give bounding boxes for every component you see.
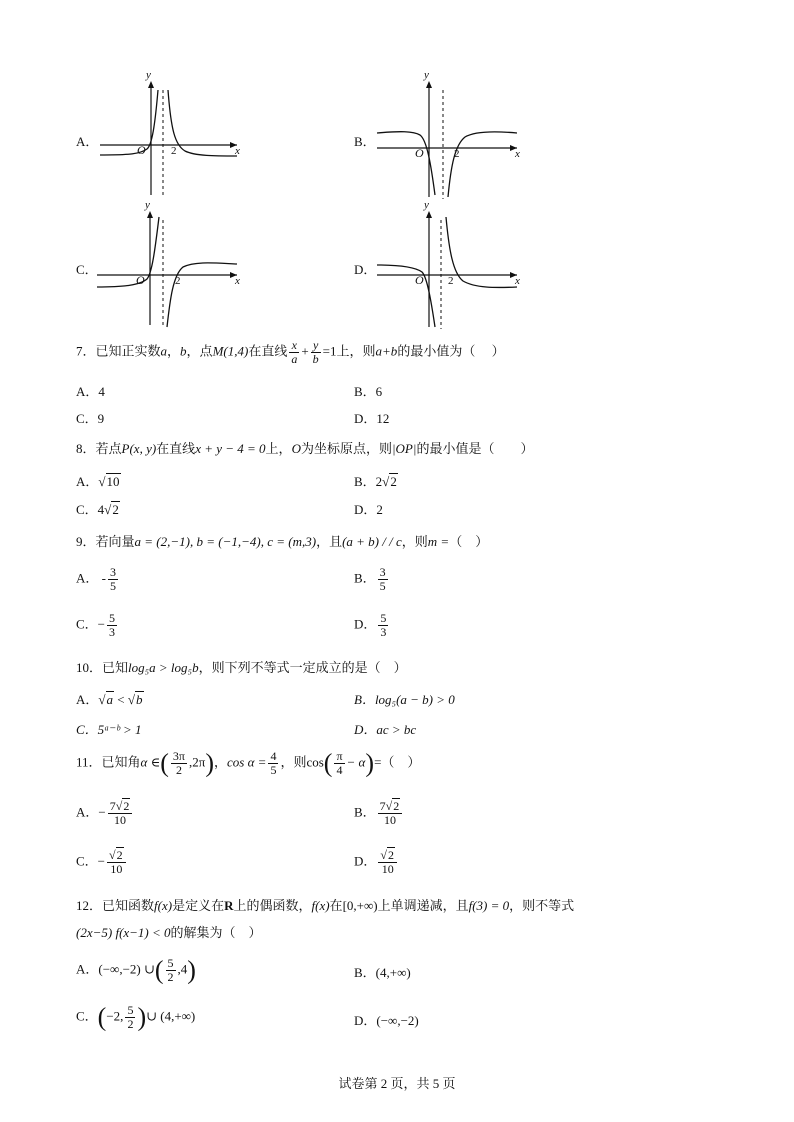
q12-stem-line2: (2x−5) f(x−1) < 0的解集为（ ） <box>76 925 262 940</box>
q8-option-c[interactable]: C．4√2 <box>76 502 119 517</box>
q9-option-c[interactable]: C．− $\frac{5}{3}$ <box>76 611 116 639</box>
q6-option-a-label: A． <box>76 134 99 149</box>
q7-stem: 7．已知正实数a，b，点M(1,4)在直线 $\frac{x}{a}$ + $\frac{y}{b}$ =1上，则a+b的最小值为（ ） <box>76 338 505 366</box>
q8-option-a[interactable]: A．√10 <box>76 474 120 489</box>
q6-a-origin-label: O <box>137 143 146 157</box>
q11-option-d[interactable]: D． $\frac{√2}{10}$ <box>354 849 399 876</box>
q6-c-tick-2: 2 <box>175 275 181 287</box>
q6-graph-a[interactable] <box>95 69 245 200</box>
q10-stem: 10．已知log₅a > log₅b，则下列不等式一定成立的是（ ） <box>76 660 407 675</box>
q10-option-a[interactable]: A．√a < √b <box>76 692 143 707</box>
q6-d-origin-label: O <box>415 273 424 287</box>
q6-graph-c[interactable] <box>95 199 245 330</box>
q7-option-a[interactable]: A．4 <box>76 384 105 399</box>
q12-option-a[interactable]: A．(−∞,−2) ∪( $\frac{5}{2}$ ,4) <box>76 955 196 985</box>
q6-c-x-label: x <box>235 275 240 287</box>
q6-c-y-label: y <box>145 199 150 211</box>
q9-option-b[interactable]: B． $\frac{3}{5}$ <box>354 565 386 593</box>
q7-option-d[interactable]: D．12 <box>354 411 390 426</box>
q6-b-tick-2: 2 <box>454 148 460 160</box>
q9-option-d[interactable]: D． $\frac{5}{3}$ <box>354 611 387 639</box>
q6-c-origin-label: O <box>136 273 145 287</box>
q12-option-c[interactable]: C．(−2, $\frac{5}{2}$ )∪ (4,+∞) <box>76 1002 196 1032</box>
q8-option-b[interactable]: B．2√2 <box>354 474 397 489</box>
q12-option-d[interactable]: D．(−∞,−2) <box>354 1013 419 1028</box>
q6-option-b-label: B． <box>354 134 376 149</box>
q9-option-a[interactable]: A． - $\frac{3}{5}$ <box>76 565 116 593</box>
q6-a-y-label: y <box>146 69 151 81</box>
q6-d-x-label: x <box>515 275 520 287</box>
q11-stem: 11．已知角α ∈( $\frac{3\pi}{2}$ ,2π)，cos α = $\frac{4}{5}$ ，则cos( $\frac{\pi}{4}$ − α)=（ ） <box>76 748 421 778</box>
q12-stem-line1: 12．已知函数f(x)是定义在R上的偶函数，f(x)在[0,+∞)上单调递减，且f(3) = 0，则不等式 <box>76 898 575 913</box>
q10-option-b[interactable]: B．log₅(a − b) > 0 <box>354 692 455 707</box>
q6-graph-b[interactable] <box>375 69 525 200</box>
q7-option-c[interactable]: C．9 <box>76 411 105 426</box>
q10-option-c[interactable]: C．5ᵃ⁻ᵇ > 1 <box>76 722 142 737</box>
q12-option-b[interactable]: B．(4,+∞) <box>354 965 411 980</box>
q6-a-x-label: x <box>235 145 240 157</box>
page-footer: 试卷第 2 页，共 5 页 <box>338 1076 456 1091</box>
q6-option-d-label: D． <box>354 262 377 277</box>
q11-option-b[interactable]: B． $\frac{7√2}{10}$ <box>354 800 404 827</box>
q8-stem: 8．若点P(x, y)在直线x + y − 4 = 0上，O为坐标原点，则|OP|的最小值是（ ） <box>76 441 534 456</box>
q6-graph-d[interactable] <box>375 199 525 330</box>
q6-b-x-label: x <box>515 148 520 160</box>
q6-a-tick-2: 2 <box>171 145 177 157</box>
q6-option-c-label: C． <box>76 262 98 277</box>
q6-b-origin-label: O <box>415 146 424 160</box>
q9-stem: 9．若向量a = (2,−1), b = (−1,−4), c = (m,3)，且(a + b) / / c，则m =（ ） <box>76 534 489 549</box>
q8-option-d[interactable]: D．2 <box>354 502 383 517</box>
q11-option-a[interactable]: A．− $\frac{7√2}{10}$ <box>76 800 134 827</box>
q6-d-y-label: y <box>424 199 429 211</box>
q6-d-tick-2: 2 <box>448 275 454 287</box>
q7-option-b[interactable]: B．6 <box>354 384 383 399</box>
q11-option-c[interactable]: C．− $\frac{√2}{10}$ <box>76 849 128 876</box>
q6-b-y-label: y <box>424 69 429 81</box>
q10-option-d[interactable]: D．ac > bc <box>354 722 417 737</box>
